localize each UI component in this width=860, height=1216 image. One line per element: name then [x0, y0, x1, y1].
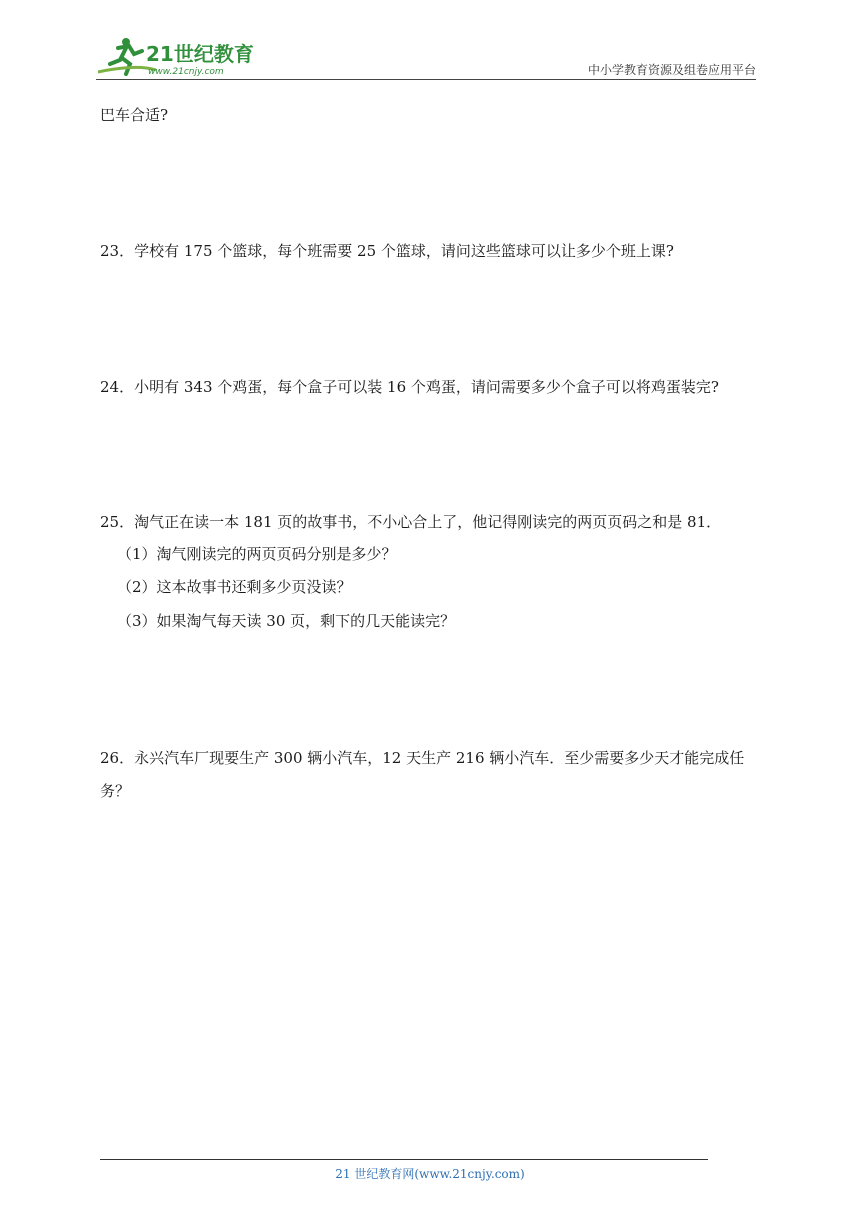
page-header: [96, 34, 756, 80]
question-26-line-2: 务？: [100, 782, 131, 800]
question-23: 23．学校有 175 个篮球，每个班需要 25 个篮球，请问这些篮球可以让多少个班上课?: [100, 242, 674, 260]
svg-text:21世纪教育: 21世纪教育: [146, 42, 254, 66]
site-logo: [96, 34, 256, 78]
question-25-stem: 25．淘气正在读一本 181 页的故事书，不小心合上了，他记得刚读完的两页页码之和是 81．: [100, 513, 722, 531]
header-divider: [96, 79, 756, 80]
question-25-part-2: （2）这本故事书还剩多少页没读？: [117, 578, 352, 596]
platform-caption: 中小学教育资源及组卷应用平台: [587, 63, 756, 77]
footer-divider: [100, 1159, 708, 1160]
svg-text:www.21cnjy.com: www.21cnjy.com: [148, 67, 224, 77]
question-24: 24．小明有 343 个鸡蛋，每个盒子可以装 16 个鸡蛋，请问需要多少个盒子可以将鸡蛋装完?: [100, 378, 719, 396]
question-22-continuation: 巴车合适?: [100, 106, 169, 124]
question-25-part-1: （1）淘气刚读完的两页页码分别是多少？: [117, 545, 397, 563]
question-26-line-1: 26．永兴汽车厂现要生产 300 辆小汽车，12 天生产 216 辆小汽车．至少需要多少天才能完成任: [100, 749, 745, 767]
footer-link[interactable]: 21 世纪教育网(www.21cnjy.com): [335, 1167, 525, 1181]
question-25-part-3: （3）如果淘气每天读 30 页，剩下的几天能读完？: [117, 612, 456, 630]
